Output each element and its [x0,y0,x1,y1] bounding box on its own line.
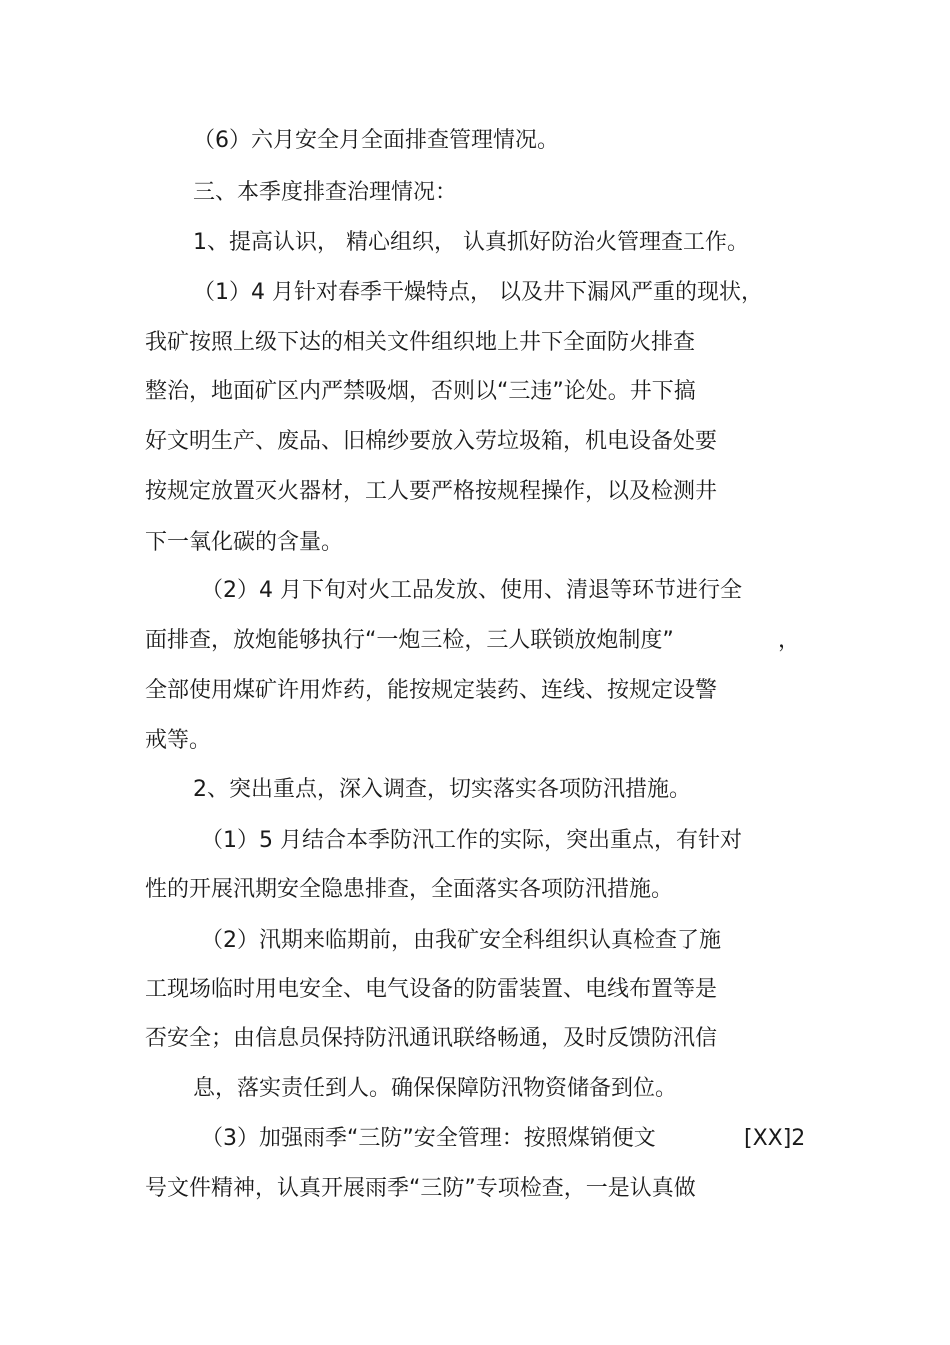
document-number: [XX]2 [744,1126,806,1151]
text-line: 工现场临时用电安全、电气设备的防雷装置、电线布置等是 [145,977,718,1002]
text-line: （6）六月安全月全面排查管理情况。 [193,128,559,153]
text-line: （2）4 月下旬对火工品发放、使用、清退等环节进行全 [201,578,742,603]
section-heading: 三、本季度排查治理情况： [193,180,458,205]
subsection-heading: 1、提高认识， 精心组织， 认真抓好防治火管理查工作。 [193,230,749,255]
text-line: 按规定放置灭火器材，工人要严格按规程操作，以及检测井 [145,479,718,504]
text-line: 我矿按照上级下达的相关文件组织地上井下全面防火排查 [145,330,696,355]
text-line: 整治，地面矿区内严禁吸烟，否则以“三违”论处。井下搞 [145,379,696,404]
text-segment: 面排查，放炮能够执行“一炮三检，三人联锁放炮制度” [145,628,674,653]
text-line: （1）4 月针对春季干燥特点， 以及井下漏风严重的现状， [193,280,763,305]
subsection-heading: 2、突出重点，深入调查，切实落实各项防汛措施。 [193,777,691,802]
text-line: 戒等。 [145,728,212,753]
text-line: 号文件精神，认真开展雨季“三防”专项检查，一是认真做 [145,1176,696,1201]
text-line: 全部使用煤矿许用炸药，能按规定装药、连线、按规定设警 [145,678,718,703]
text-line: （1）5 月结合本季防汛工作的实际，突出重点，有针对 [201,828,742,853]
text-line: 好文明生产、废品、旧棉纱要放入劳垃圾箱，机电设备处要 [145,429,718,454]
text-line: 否安全；由信息员保持防汛通讯联络畅通，及时反馈防汛信 [145,1026,718,1051]
text-line: （2）汛期来临期前，由我矿安全科组织认真检查了施 [201,928,721,953]
text-line: 下一氧化碳的含量。 [145,530,344,555]
text-line: 性的开展汛期安全隐患排查，全面落实各项防汛措施。 [145,877,674,902]
text-line: 息，落实责任到人。确保保障防汛物资储备到位。 [193,1076,678,1101]
text-segment: （3）加强雨季“三防”安全管理：按照煤销便文 [201,1126,656,1151]
text-segment-comma: ， [778,628,801,653]
